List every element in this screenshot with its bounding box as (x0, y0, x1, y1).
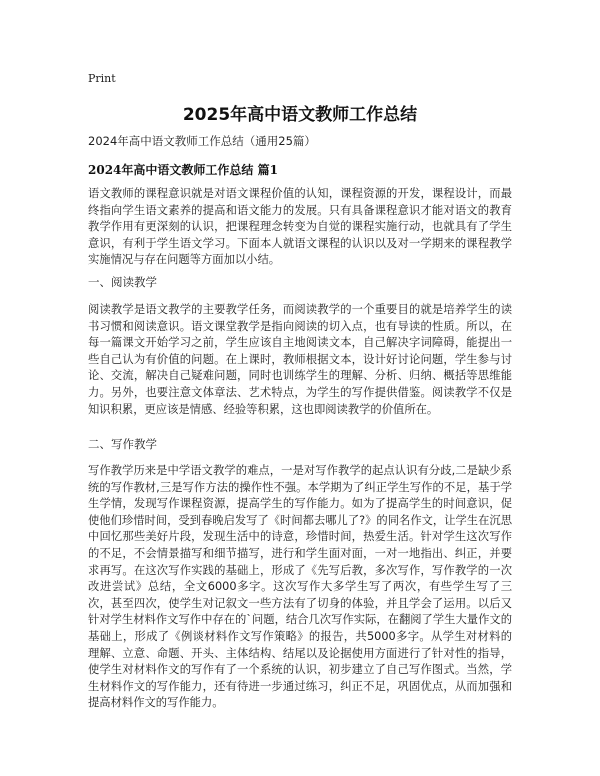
reading-paragraph: 阅读教学是语文教学的主要教学任务，而阅读教学的一个重要目的就是培养学生的读书习惯和阅读意识。语文课堂教学是指向阅读的切入点，也有导读的性质。所以，在每一篇课文开始学习之前，学生应该自主地阅读文本，自己解决字词障碍，能提出一些自己认为有价值的问题。在上课时，教师根据文本，设计好讨论问题，学生参与讨论、交流，解决自己疑难问题，同时也训练学生的理解、分析、归纳、概括等思维能力。另外，也要注意文体章法、艺术特点，为学生的写作提供借鉴。阅读教学不仅是知识积累，更应该是情感、经验等积累，这也即阅读教学的价值所在。 (88, 303, 512, 416)
heading-reading: 一、阅读教学 (88, 275, 157, 289)
intro-paragraph: 语文教师的课程意识就是对语文课程价值的认知，课程资源的开发，课程设计，而最终指向学生语文素养的提高和语文能力的发展。只有具备课程意识才能对语文的教育教学作用有更深刻的认识，把课程理念转变为自觉的课程实施行动，也就具有了学生意识，有利于学生语文学习。下面本人就语文课程的认识以及对一学期来的课程教学实施情况与存在问题等方面加以小结。 (88, 187, 512, 267)
heading-writing: 二、写作教学 (88, 437, 157, 451)
section-title: 2024年高中语文教师工作总结 篇1 (88, 163, 278, 177)
page-title: 2025年高中语文教师工作总结 (182, 105, 418, 125)
document-subtitle: 2024年高中语文教师工作总结（通用25篇） (88, 134, 316, 148)
print-label[interactable]: Print (88, 72, 116, 85)
writing-paragraph: 写作教学历来是中学语文教学的难点，一是对写作教学的起点认识有分歧,二是缺少系统的写作教材,三是写作方法的操作性不强。本学期为了纠正学生写作的不足，基于学生学情，发现写作课程资源，提高学生的写作能力。如为了提高学生的时间意识，促使他们珍惜时间，受到春晚启发写了《时间都去哪儿了?》的同名作文，让学生在沉思中回忆那些美好片段，发现生活中的诗意，珍惜时间，热爱生活。针对学生这次写作的不足，不会情景描写和细节描写，进行和学生面对面，一对一地指出、纠正，并要求再写。在这次写作实践的基础上，形成了《先写后教，多次写作，写作教学的一次改进尝试》总结，全文6000多字。这次写作大多学生写了两次，有些学生写了三次，甚至四次，使学生对记叙文一些方法有了切身的体验，并且学会了运用。以后又针对学生材料作文写作中存在的`问题，结合几次写作实际，在翻阅了学生大量作文的基础上，形成了《例谈材料作文写作策略》的报告，共5000多字。从学生对材料的理解、立意、命题、开头、主体结构、结尾以及论据使用方面进行了针对性的指导，使学生对材料作文的写作有了一个系统的认识，初步建立了自己写作图式。当然，学生材料作文的写作能力，还有待进一步通过练习，纠正不足，巩固优点，从而加强和提高材料作文的写作能力。 (88, 464, 512, 710)
